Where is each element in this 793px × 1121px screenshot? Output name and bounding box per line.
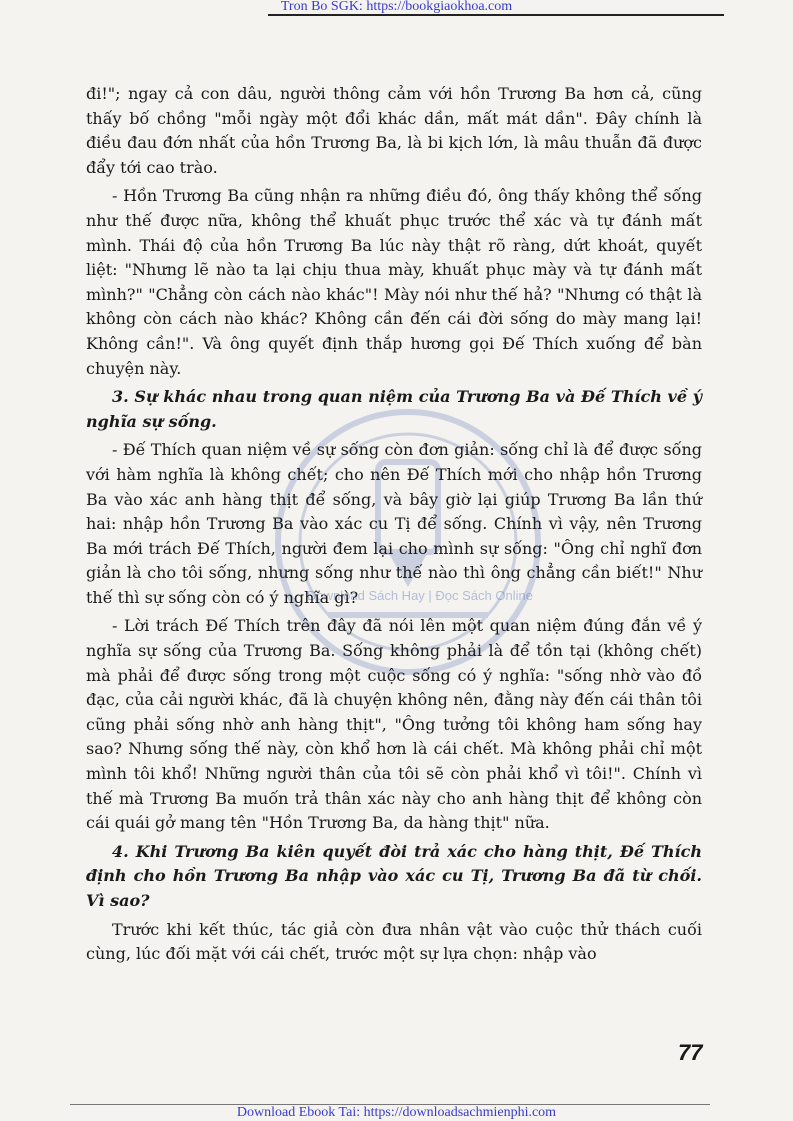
paragraph-1: đi!"; ngay cả con dâu, người thông cảm với hồn Trương Ba hơn cả, cũng thấy bố chồng "mỗi ngày một đổi khác dần, mất mát dần". Đây chính là điều đau đớn nhất của hồn Trương Ba, là bi kịch lớn, là mâu thuẫn đã được đẩy tới cao trào. bbox=[86, 84, 702, 177]
watermark-text: Download Sách Hay | Đọc Sách Online bbox=[307, 588, 533, 603]
question-3-heading: 3. Sự khác nhau trong quan niệm của Trương Ba và Đế Thích về ý nghĩa sự sống. bbox=[86, 387, 702, 431]
header-rule bbox=[268, 14, 724, 16]
paragraph-4: - Lời trách Đế Thích trên đây đã nói lên một quan niệm đúng đắn về ý nghĩa sự sống của Trương Ba. Sống không phải là để tồn tại (không chết) mà phải để được sống trong một cuộc sống có ý nghĩa: "sống nhờ vào đồ đạc, của cải người khác, đã là chuyện không nên, đằng này đến cái thân tôi cũng phải sống nhờ anh hàng thịt", "Ông tưởng tôi không ham sống hay sao? Nhưng sống thế này, còn khổ hơn là cái chết. Mà không phải chỉ một mình tôi khổ! Những người thân của tôi sẽ còn phải khổ vì tôi!". Chính vì thế mà Trương Ba muốn trả thân xác này cho anh hàng thịt để không còn cái quái gở mang tên "Hồn Trương Ba, da hàng thịt" nữa. bbox=[86, 616, 702, 833]
paragraph-3: - Đế Thích quan niệm về sự sống còn đơn giản: sống chỉ là để được sống với hàm nghĩa là không chết; cho nên Đế Thích mới cho nhập hồn Trương Ba vào xác anh hàng thịt để sống, và bây giờ lại giúp Trương Ba lần thứ hai: nhập hồn Trương Ba vào xác cu Tị để sống. Chính vì vậy, nên Trương Ba mới trách Đế Thích, người đem lại cho mình sự sống: "Ông chỉ nghĩ đơn giản là cho tôi sống, nhưng sống như thế nào thì ông chẳng cần biết!" Như thế thì sự sống còn có ý nghĩa gì? bbox=[86, 440, 702, 607]
page-body bbox=[86, 82, 702, 967]
question-4-heading: 4. Khi Trương Ba kiên quyết đòi trả xác cho hàng thịt, Đế Thích định cho hồn Trương Ba nhập vào xác cu Tị, Trương Ba đã từ chối. Vì sao? bbox=[86, 841, 702, 910]
paragraph-2: - Hồn Trương Ba cũng nhận ra những điều đó, ông thấy không thể sống như thế được nữa, không thể khuất phục trước thể xác và tự đánh mất mình. Thái độ của hồn Trương Ba lúc này thật rõ ràng, dứt khoát, quyết liệt: "Nhưng lẽ nào ta lại chịu thua mày, khuất phục mày và tự đánh mất mình?" "Chẳng còn cách nào khác"! Mày nói như thế hả? "Nhưng có thật là không còn cách nào khác? Không cần đến cái đời sống do mày mang lại! Không cần!". Và ông quyết định thắp hương gọi Đế Thích xuống để bàn chuyện này. bbox=[86, 186, 702, 378]
footer-download-link[interactable]: Download Ebook Tai: https://downloadsachmienphi.com bbox=[236, 1105, 557, 1120]
header-source-link[interactable]: Tron Bo SGK: https://bookgiaokhoa.com bbox=[280, 0, 513, 14]
page-number: 77 bbox=[678, 1040, 703, 1065]
paragraph-5: Trước khi kết thúc, tác giả còn đưa nhân vật vào cuộc thử thách cuối cùng, lúc đối mặt với cái chết, trước một sự lựa chọn: nhập vào bbox=[86, 919, 702, 964]
